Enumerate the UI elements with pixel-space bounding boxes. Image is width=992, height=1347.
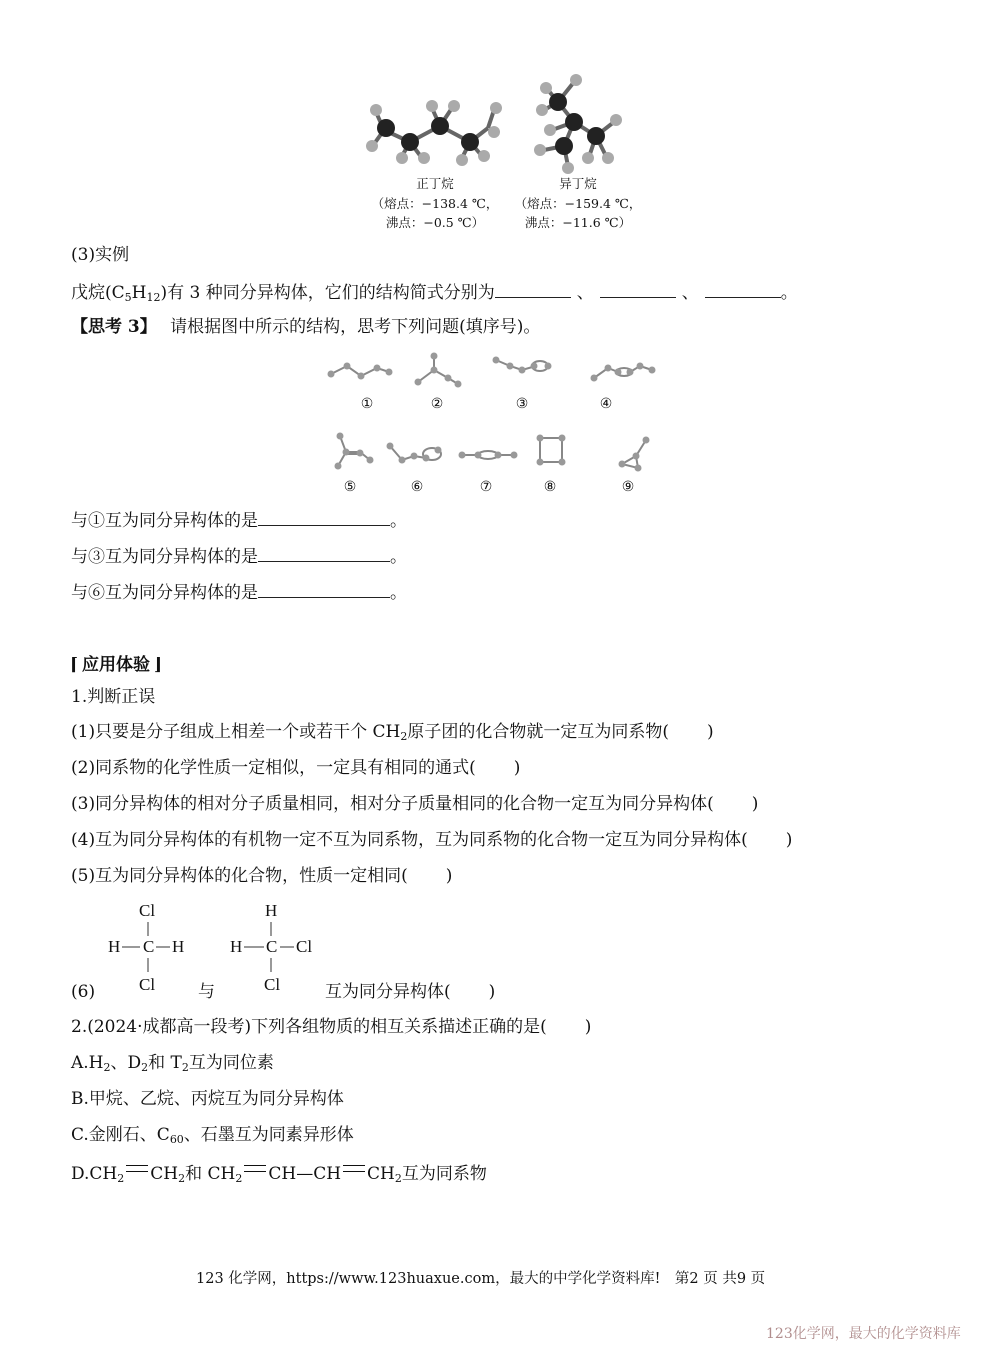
q3-text: 与⑥互为同分异构体的是 bbox=[71, 583, 258, 603]
heading-open-bracket: ⌈ bbox=[70, 655, 79, 675]
q1-title: 1.判断正误 bbox=[71, 687, 156, 707]
struct2-right: Cl bbox=[296, 937, 313, 956]
q2-title-text: 2.(2024·成都高一段考)下列各组物质的相互关系描述正确的是( bbox=[71, 1017, 547, 1037]
pentane-text-h: H bbox=[131, 283, 147, 303]
isobutane-name: 异丁烷 bbox=[559, 176, 597, 191]
structure-number-2: ② bbox=[430, 396, 444, 412]
structure-number-3: ③ bbox=[515, 396, 529, 412]
structure-number-9: ⑨ bbox=[621, 479, 635, 495]
answer-blank-3[interactable] bbox=[705, 281, 781, 298]
think3-question-1 bbox=[71, 509, 407, 532]
struct1-right: H bbox=[172, 937, 185, 956]
judge-item-1 bbox=[71, 721, 714, 743]
item6-label: (6) bbox=[71, 982, 96, 1002]
struct1-bottom: Cl bbox=[139, 975, 156, 994]
isobutane-melting-point: （熔点：−159.4 ℃， bbox=[514, 196, 642, 211]
think3-question-3 bbox=[71, 581, 407, 604]
sep-2: 、 bbox=[681, 283, 699, 303]
sep-1: 、 bbox=[576, 283, 594, 303]
heading-title: 应用体验 bbox=[82, 655, 151, 675]
item3-close: ) bbox=[751, 794, 759, 814]
optD-a: D.CH bbox=[71, 1164, 118, 1184]
n-butane-melting-point: （熔点：−138.4 ℃， bbox=[371, 196, 499, 211]
think3-text: 请根据图中所示的结构，思考下列问题(填序号)。 bbox=[170, 317, 541, 337]
optD-s2: 2 bbox=[178, 1172, 186, 1185]
optD-c: 和 CH bbox=[185, 1164, 236, 1184]
option-d[interactable] bbox=[71, 1163, 487, 1185]
struct1-center: C bbox=[143, 937, 155, 956]
judge-item-2 bbox=[71, 757, 520, 779]
q2-answer-blank[interactable] bbox=[258, 545, 390, 562]
struct1-top: Cl bbox=[139, 901, 156, 920]
n-butane-ball-model bbox=[366, 96, 506, 168]
n-butane-boiling-point: 沸点：−0.5 ℃） bbox=[385, 215, 485, 230]
struct2-left: H bbox=[230, 937, 243, 956]
think3-question-2 bbox=[71, 545, 407, 568]
optD-s4: 2 bbox=[394, 1172, 402, 1185]
item6-and: 与 bbox=[198, 982, 215, 1002]
struct2-bottom: Cl bbox=[264, 975, 281, 994]
item5-text: (5)互为同分异构体的化合物，性质一定相同( bbox=[71, 866, 408, 886]
item1-sub: 2 bbox=[400, 730, 408, 743]
pentane-question bbox=[71, 281, 798, 304]
structure-7 bbox=[456, 444, 522, 466]
optA-s1: 2 bbox=[103, 1061, 111, 1074]
structure-number-6: ⑥ bbox=[410, 479, 424, 495]
answer-blank-1[interactable] bbox=[495, 281, 571, 298]
structure-number-8: ⑧ bbox=[543, 479, 557, 495]
q1-text: 与①互为同分异构体的是 bbox=[71, 511, 258, 531]
structure-number-1: ① bbox=[360, 396, 374, 412]
item5-close: ) bbox=[445, 866, 453, 886]
struct1-bonds bbox=[100, 900, 200, 980]
pentane-sub-12: 12 bbox=[146, 291, 161, 304]
n-butane-name: 正丁烷 bbox=[416, 176, 454, 191]
q2-close: ) bbox=[584, 1017, 592, 1037]
struct1-left: H bbox=[108, 937, 121, 956]
watermark: 123化学网，最大的化学资料库 bbox=[766, 1326, 961, 1342]
think3-line bbox=[71, 316, 540, 338]
item4-text: (4)互为同分异构体的有机物一定不互为同系物，互为同系物的化合物一定互为同分异构体( bbox=[71, 830, 748, 850]
q1-answer-blank[interactable] bbox=[258, 509, 390, 526]
optC-pre: C.金刚石、C bbox=[71, 1125, 170, 1145]
example-heading: (3)实例 bbox=[71, 245, 130, 265]
q3-answer-blank[interactable] bbox=[258, 581, 390, 598]
optD-s3: 2 bbox=[235, 1172, 243, 1185]
isobutane-boiling-point: 沸点：−11.6 ℃） bbox=[524, 215, 632, 230]
pentane-text-post: )有 3 种同分异构体，它们的结构简式分别为 bbox=[160, 283, 495, 303]
practice-heading bbox=[70, 650, 162, 675]
struct2-top: H bbox=[265, 901, 278, 920]
sentence-end: 。 bbox=[780, 283, 798, 303]
item6-text: 互为同分异构体( bbox=[325, 982, 451, 1002]
judge-item-5 bbox=[71, 865, 452, 887]
answer-blank-2[interactable] bbox=[600, 281, 676, 298]
pentane-sub-5: 5 bbox=[124, 291, 132, 304]
structure-9 bbox=[608, 434, 656, 474]
item4-close: ) bbox=[785, 830, 793, 850]
structure-number-4: ④ bbox=[599, 396, 613, 412]
q2-title bbox=[71, 1016, 591, 1038]
optA-mid1: 、D bbox=[110, 1053, 142, 1073]
option-b[interactable]: B.甲烷、乙烷、丙烷互为同分异构体 bbox=[71, 1089, 344, 1109]
optA-mid2: 和 T bbox=[148, 1053, 182, 1073]
item3-text: (3)同分异构体的相对分子质量相同，相对分子质量相同的化合物一定互为同分异构体( bbox=[71, 794, 714, 814]
option-c[interactable] bbox=[71, 1124, 354, 1146]
option-a[interactable] bbox=[71, 1052, 274, 1074]
structure-2 bbox=[408, 350, 464, 390]
q3-period: 。 bbox=[390, 583, 407, 603]
optA-pre: A.H bbox=[71, 1053, 104, 1073]
structure-6 bbox=[384, 438, 454, 470]
judge-item-6 bbox=[325, 981, 495, 1003]
heading-close-bracket: ⌋ bbox=[154, 655, 163, 675]
optC-sub: 60 bbox=[169, 1133, 184, 1146]
optA-post: 互为同位素 bbox=[188, 1053, 274, 1073]
item2-close: ) bbox=[513, 758, 521, 778]
structure-1 bbox=[325, 356, 395, 386]
item2-text: (2)同系物的化学性质一定相似，一定具有相同的通式( bbox=[71, 758, 476, 778]
structure-8 bbox=[534, 430, 570, 470]
optD-f: 互为同系物 bbox=[401, 1164, 487, 1184]
q2-period: 。 bbox=[390, 547, 407, 567]
double-bond-1 bbox=[126, 1165, 148, 1172]
optA-s3: 2 bbox=[181, 1061, 189, 1074]
item1-pre: (1)只要是分子组成上相差一个或若干个 CH bbox=[71, 722, 401, 742]
struct2-bonds bbox=[222, 900, 322, 980]
isobutane-ball-model bbox=[530, 72, 630, 172]
structure-3 bbox=[490, 352, 560, 382]
page-footer: 123 化学网，https://www.123huaxue.com，最大的中学化学资料库! 第2 页 共9 页 bbox=[196, 1271, 766, 1287]
double-bond-2 bbox=[244, 1165, 266, 1172]
optD-s1: 2 bbox=[117, 1172, 125, 1185]
judge-item-3 bbox=[71, 793, 758, 815]
q2-text: 与③互为同分异构体的是 bbox=[71, 547, 258, 567]
pentane-text-pre: 戊烷(C bbox=[71, 283, 125, 303]
optC-post: 、石墨互为同素异形体 bbox=[183, 1125, 354, 1145]
optD-d: CH—CH bbox=[268, 1164, 342, 1184]
item1-close: ) bbox=[706, 722, 714, 742]
structure-number-5: ⑤ bbox=[343, 479, 357, 495]
optD-e: CH bbox=[367, 1164, 395, 1184]
item6-close: ) bbox=[488, 982, 496, 1002]
item1-post: 原子团的化合物就一定互为同系物( bbox=[407, 722, 669, 742]
structure-number-7: ⑦ bbox=[479, 479, 493, 495]
think3-label: 【思考 3】 bbox=[71, 317, 157, 337]
struct2-center: C bbox=[266, 937, 278, 956]
judge-item-4 bbox=[71, 829, 792, 851]
structure-4 bbox=[588, 356, 658, 386]
optA-s2: 2 bbox=[141, 1061, 149, 1074]
q1-period: 。 bbox=[390, 511, 407, 531]
double-bond-3 bbox=[343, 1165, 365, 1172]
optD-b: CH bbox=[150, 1164, 179, 1184]
structure-5 bbox=[330, 430, 374, 474]
